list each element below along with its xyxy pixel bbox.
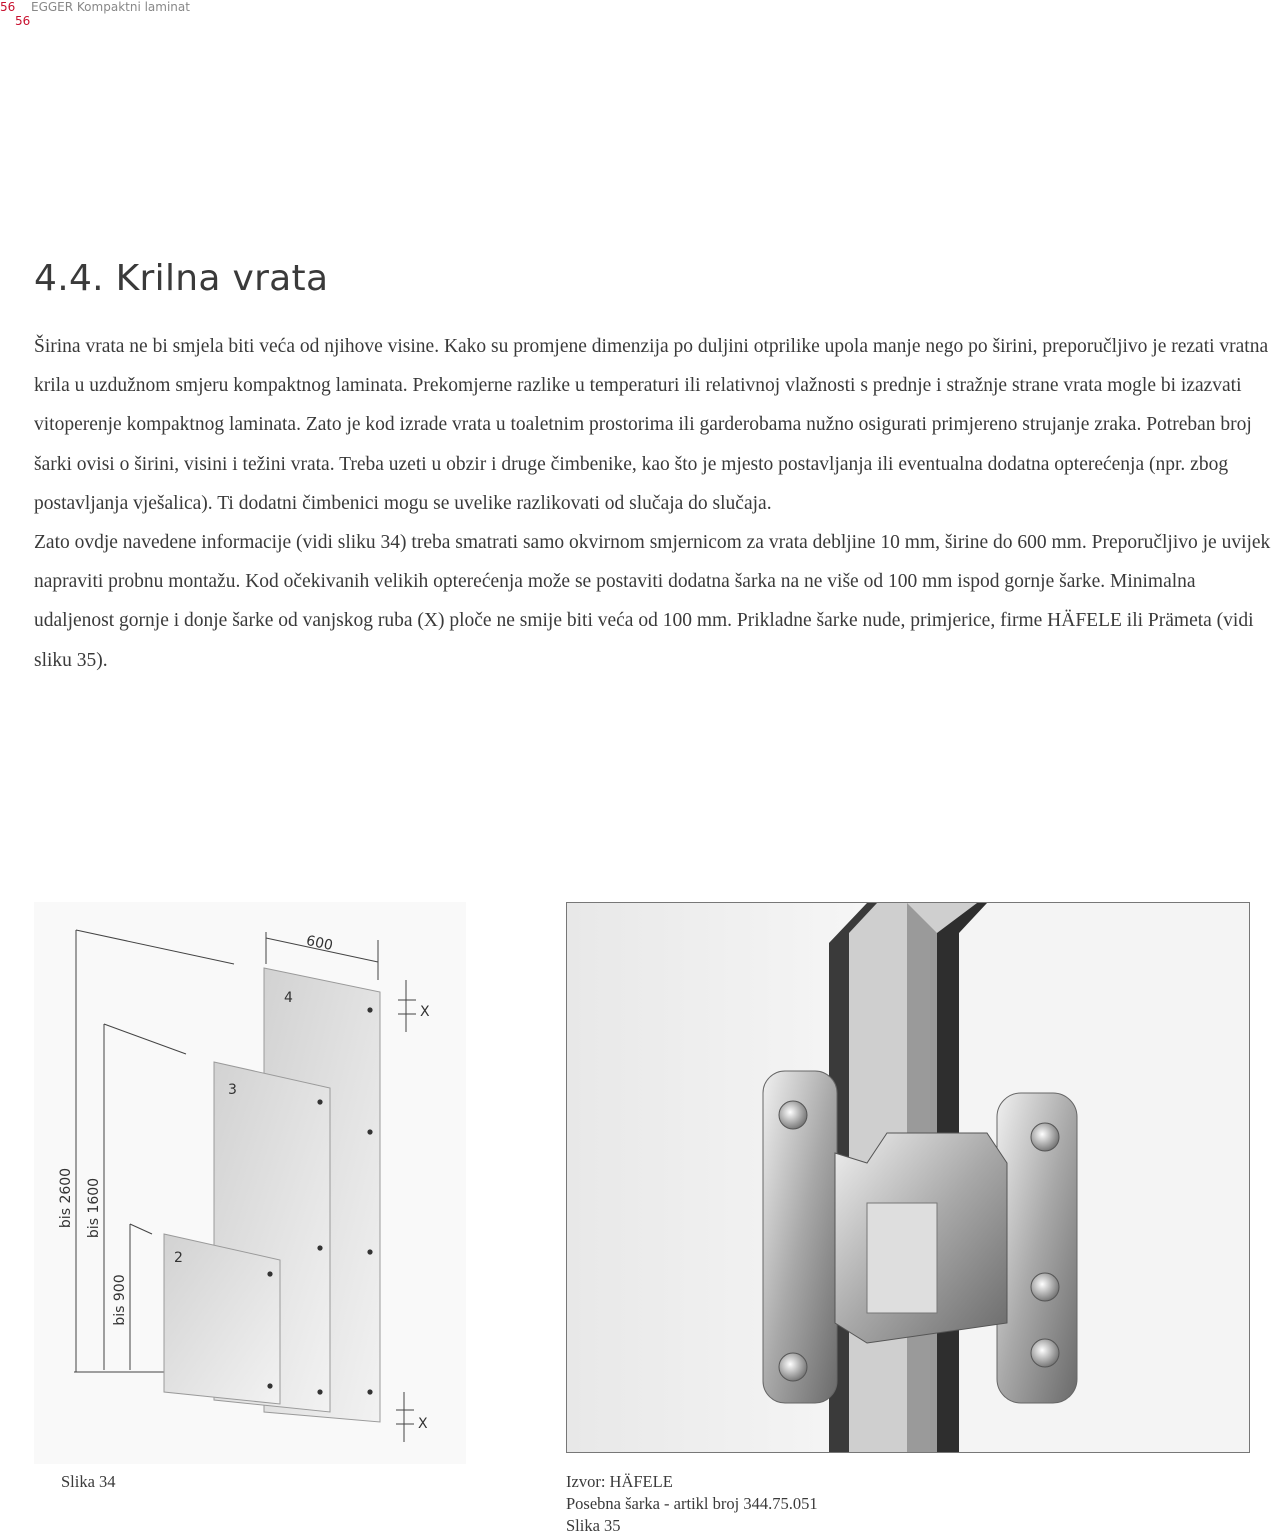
extension-line-900 [130, 1224, 152, 1234]
extension-line-1600 [104, 1024, 186, 1054]
height-label-900: bis 900 [112, 1274, 128, 1326]
figure-35-hinge-photo [566, 902, 1250, 1453]
door-size-diagram [34, 902, 466, 1464]
figure-35-source: Izvor: HÄFELE [566, 1472, 673, 1491]
figure-34-door-diagram [34, 902, 466, 1464]
paragraph-1: Širina vrata ne bi smjela biti veća od njihove visine. Kako su promjene dimenzija po duljini otprilike upola manje nego po širini, preporučljivo je rezati vratna krila u uzdužnom smjeru kompaktnog laminata. Prekomjerne razlike u temperaturi ili relativnoj vlažnosti s prednje i stražnje strane vrata mogle bi izazvati vitoperenje kompaktnog laminata. Zato je kod izrade vrata u toaletnim prostorima ili garderobama nužno osigurati primjereno strujanje zraka. Potreban broj šarki ovisi o širini, visini i težini vrata. Treba uzeti u obzir i druge čimbenike, kao što je mjesto postavljanja ili eventualna dodatna opterećenja (npr. zbog postavljanja vješalica). Ti dodatni čimbenici mogu se uvelike razlikovati od slučaja do slučaja. [34, 336, 1269, 514]
x-label-top: X [420, 1004, 430, 1020]
paragraph-2: Zato ovdje navedene informacije (vidi sliku 34) treba smatrati samo okvirnom smjernicom za vrata debljine 10 mm, širine do 600 mm. Preporučljivo je uvijek napraviti probnu montažu. Kod očekivanih velikih opterećenja može se postaviti dodatna šarka na ne više od 100 mm ispod gornje šarke. Minimalna udaljenost gornje i donje šarke od vanjskog ruba (X) ploče ne smije biti veća od 100 mm. Prikladne šarke nude, primjerice, firme HÄFELE ili Prämeta (vidi sliku 35). [34, 532, 1271, 671]
page-number-repeat: 56 [15, 14, 31, 28]
extension-line-2600 [76, 930, 234, 964]
body-text [34, 327, 1280, 680]
height-label-2600: bis 2600 [58, 1167, 74, 1229]
width-label-600: 600 [304, 932, 335, 955]
section-title: 4.4. Krilna vrata [34, 258, 329, 299]
height-label-1600: bis 1600 [86, 1177, 102, 1239]
figure-35-caption: Slika 35 [566, 1516, 621, 1535]
panel-label-3: 3 [228, 1082, 237, 1098]
panel-label-4: 4 [284, 990, 293, 1006]
panel-label-2: 2 [174, 1250, 183, 1266]
page-number: 56 [0, 0, 16, 14]
x-label-bottom: X [418, 1416, 428, 1432]
figure-35-description: Posebna šarka - artikl broj 344.75.051 [566, 1494, 818, 1513]
hinge-illustration [567, 903, 1249, 1452]
running-title: EGGER Kompaktni laminat [31, 0, 190, 14]
figure-34-caption: Slika 34 [61, 1472, 116, 1491]
